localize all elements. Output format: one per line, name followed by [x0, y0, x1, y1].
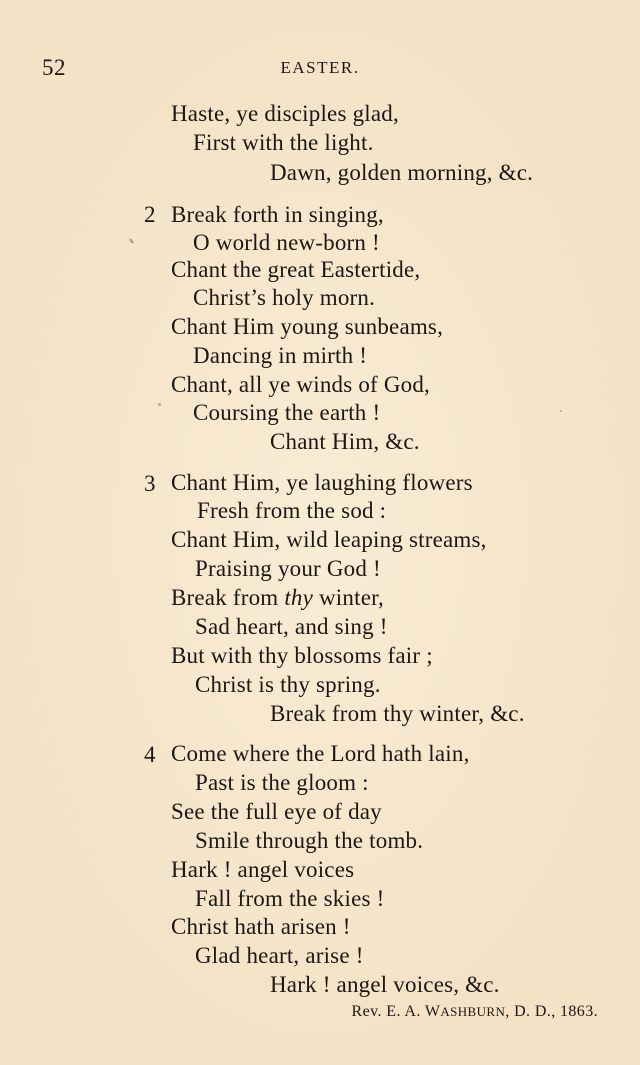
verse-line: Fall from the skies !	[195, 886, 385, 911]
running-head-title: EASTER.	[280, 58, 360, 77]
attribution-suffix: , D. D., 1863.	[505, 1003, 598, 1020]
verse-line: Hark ! angel voices	[171, 857, 355, 882]
verse-line: Christ is thy spring.	[195, 672, 381, 697]
verse-line: Break forth in singing,	[171, 202, 384, 227]
verse-line: Chant Him young sunbeams,	[171, 314, 444, 339]
verse-line: First with the light.	[193, 130, 374, 155]
stanza-number: 4	[144, 742, 156, 767]
verse-line-refrain: Dawn, golden morning, &c.	[270, 160, 534, 185]
verse-line: Chant the great Eastertide,	[171, 257, 421, 282]
verse-line: Coursing the earth !	[193, 400, 381, 425]
paper-speck	[158, 403, 161, 406]
verse-line	[171, 584, 384, 612]
verse-line: Smile through the tomb.	[195, 828, 424, 853]
verse-line: Fresh from the sod :	[197, 498, 387, 523]
verse-line-refrain: Chant Him, &c.	[270, 429, 420, 454]
verse-line: Praising your God !	[195, 556, 381, 581]
paper-speck	[560, 410, 562, 412]
stanza-number: 3	[144, 471, 156, 496]
verse-line: Christ’s holy morn.	[193, 285, 376, 310]
verse-line: Chant Him, wild leaping streams,	[171, 527, 487, 552]
verse-line: But with thy blossoms fair ;	[171, 643, 433, 668]
verse-line: Glad heart, arise !	[195, 943, 364, 968]
verse-line: O world new-born !	[193, 230, 380, 255]
verse-line: Come where the Lord hath lain,	[171, 741, 470, 766]
verse-line: Dancing in mirth !	[193, 343, 368, 368]
attribution-prefix: Rev. E. A. W	[351, 1003, 441, 1020]
attribution-smallcaps: ASHBURN	[440, 1004, 506, 1019]
page-number: 52	[42, 55, 66, 80]
paper-speck	[128, 238, 134, 245]
verse-text: winter,	[319, 585, 384, 610]
verse-line: Haste, ye disciples glad,	[171, 101, 399, 126]
verse-line: See the full eye of day	[171, 799, 382, 824]
verse-line: Sad heart, and sing !	[195, 614, 388, 639]
verse-text: Break from	[171, 585, 279, 610]
verse-line: Chant, all ye winds of God,	[171, 372, 431, 397]
verse-emphasis: thy	[284, 585, 314, 610]
author-attribution	[352, 1001, 598, 1023]
stanza-number: 2	[144, 202, 156, 227]
verse-line: Past is the gloom :	[195, 770, 369, 795]
verse-line: Christ hath arisen !	[171, 914, 351, 939]
verse-line-refrain: Hark ! angel voices, &c.	[270, 972, 500, 997]
verse-line: Chant Him, ye laughing flowers	[171, 470, 473, 495]
verse-line-refrain: Break from thy winter, &c.	[270, 701, 525, 726]
